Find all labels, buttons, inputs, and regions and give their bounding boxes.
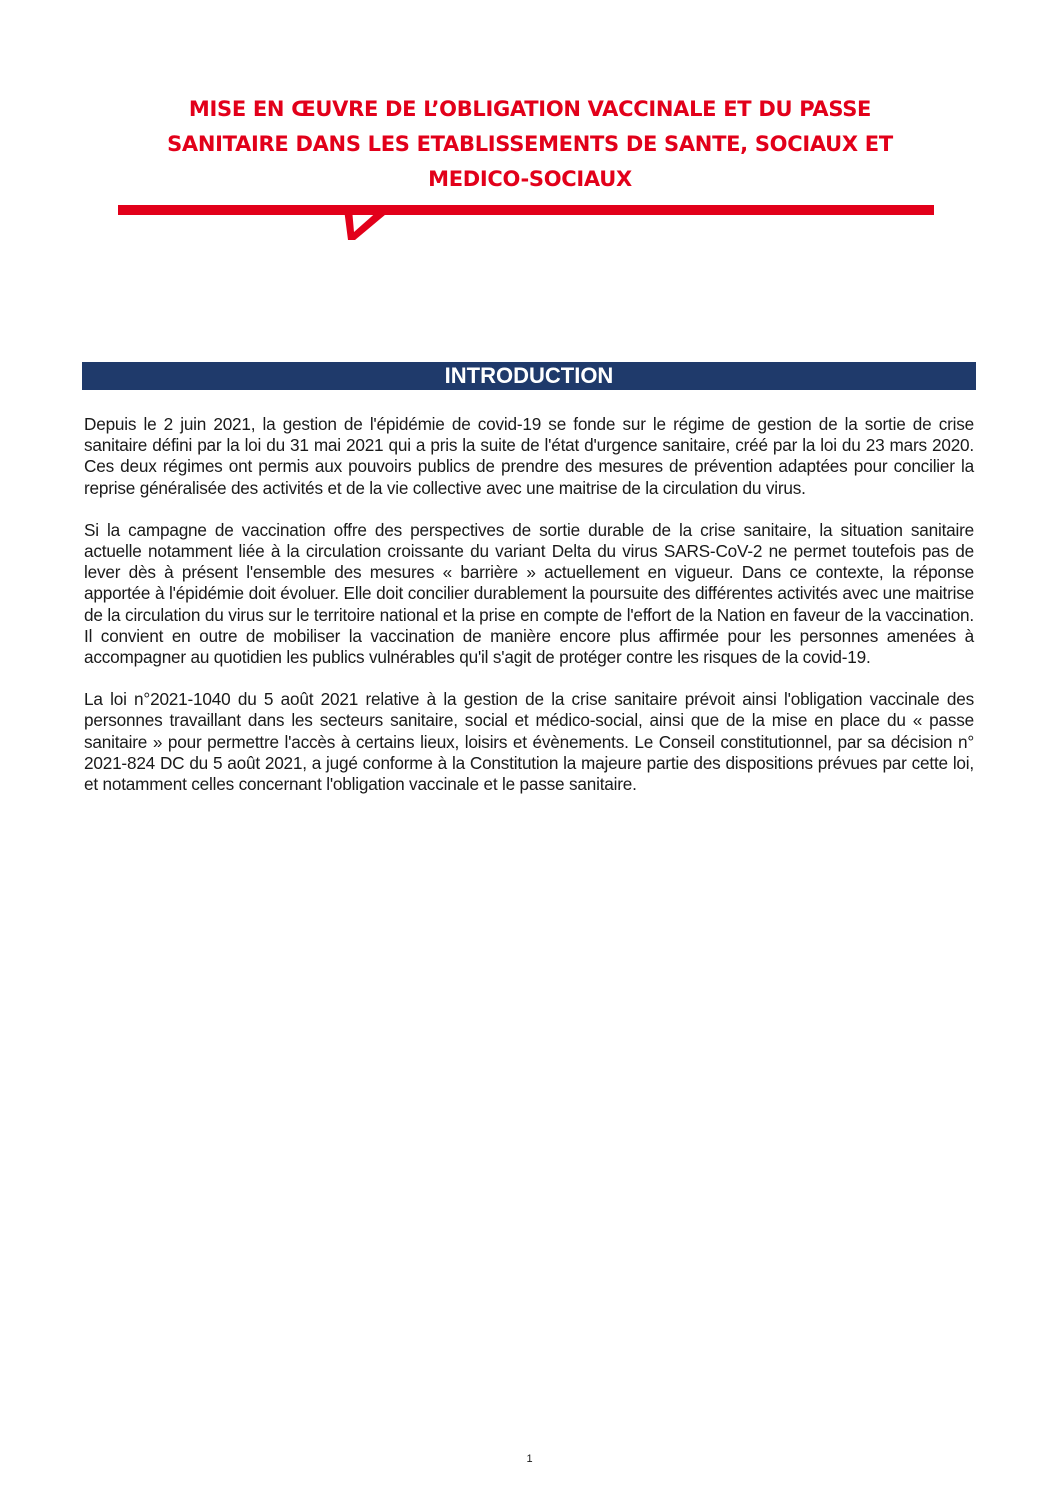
body-text — [84, 414, 974, 816]
section-heading-introduction: INTRODUCTION — [82, 362, 976, 390]
title-line-1: MISE EN ŒUVRE DE L’OBLIGATION VACCINALE ET DU PASSE — [188, 97, 872, 121]
paragraph-3: La loi n°2021-1040 du 5 août 2021 relative à la gestion de la crise sanitaire prévoit ainsi l'obligation vaccinale des personnes travaillant dans les secteurs sanitaire, social et médico-social, ainsi que de la mise en place du « passe sanitaire » pour permettre l'accès à certains lieux, loisirs et évènements. Le Conseil constitutionnel, par sa décision n° 2021-824 DC du 5 août 2021, a jugé conforme à la Constitution la majeure partie des dispositions prévues par cette loi, et notamment celles concernant l'obligation vaccinale et le passe sanitaire. — [84, 689, 974, 795]
document-title — [110, 92, 950, 197]
title-line-2: SANITAIRE DANS LES ETABLISSEMENTS DE SANTE, SOCIAUX ET — [167, 132, 893, 156]
title-underline-swoosh — [118, 200, 934, 250]
paragraph-2: Si la campagne de vaccination offre des perspectives de sortie durable de la crise sanitaire, la situation sanitaire actuelle notamment liée à la circulation croissante du variant Delta du virus SARS-CoV-2 ne permet toutefois pas de lever dès à présent l'ensemble des mesures « barrière » actuellement en vigueur. Dans ce contexte, la réponse apportée à l'épidémie doit évoluer. Elle doit concilier durablement la poursuite des différentes activités avec une maitrise de la circulation du virus sur le territoire national et la prise en compte de l'effort de la Nation en faveur de la vaccination. Il convient en outre de mobiliser la vaccination de manière encore plus affirmée pour les personnes amenées à accompagner au quotidien les publics vulnérables qu'il s'agit de protéger contre les risques de la covid-19. — [84, 519, 974, 668]
page-number: 1 — [526, 1453, 533, 1465]
title-line-3: MEDICO-SOCIAUX — [428, 167, 632, 191]
paragraph-1: Depuis le 2 juin 2021, la gestion de l'épidémie de covid-19 se fonde sur le régime de gestion de la sortie de crise sanitaire défini par la loi du 31 mai 2021 qui a pris la suite de l'état d'urgence sanitaire, créé par la loi du 23 mars 2020. Ces deux régimes ont permis aux pouvoirs publics de prendre des mesures de prévention adaptées pour concilier la reprise généralisée des activités et de la vie collective avec une maitrise de la circulation du virus. — [84, 414, 974, 498]
